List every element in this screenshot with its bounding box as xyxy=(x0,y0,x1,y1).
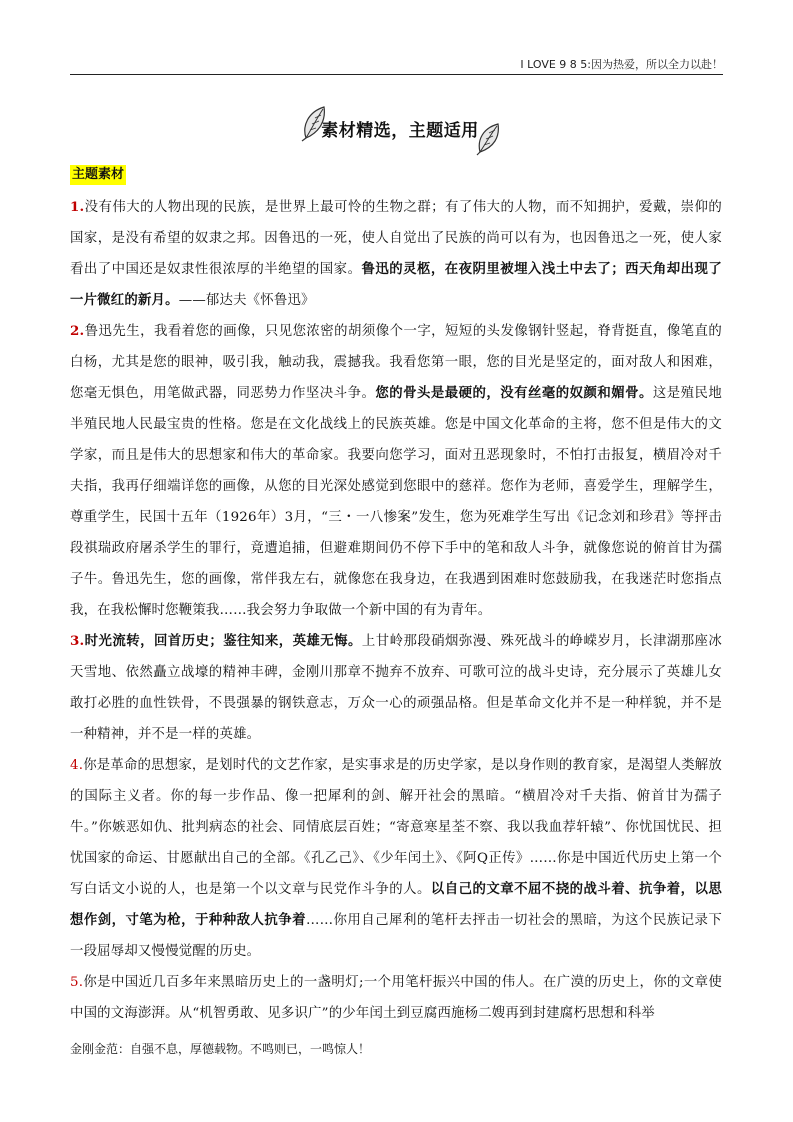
paragraph-number: 5. xyxy=(70,975,84,990)
paragraph-bold-text: 以自己的文章不屈不挠的战斗着、抗争着，以思想作剑，寸笔为枪，于种种敌人抗争着 xyxy=(70,882,722,928)
paragraph-text: 这是殖民地半殖民地人民最宝贵的性格。您是在文化战线上的民族英雄。您是中国文化革命的主将，您不但是伟大的文学家，而且是伟大的思想家和伟大的革命家。我要向您学习，面对丑恶现象时，不怕打击报复，横眉冷对千夫指，我再仔细端详您的画像，从您的目光深处感觉到您眼中的慈祥。您作为老师，喜爱学生，理解学生，尊重学生，民国十五年（1926年）3月，“三・一八惨案”发生，您为死难学生写出《记念刘和珍君》等抨击段祺瑞政府屠杀学生的罪行，竟遭追捕，但避难期间仍不停下手中的笔和敌人斗争，就像您说的俯首甘为孺子牛。鲁迅先生，您的画像，常伴我左右，就像您在我身边，在我遇到困难时您鼓励我，在我迷茫时您指点我，在我松懈时您鞭策我……我会努力争取做一个新中国的有为青年。 xyxy=(70,386,723,618)
paragraph-text: ……你用自己犀利的笔杆去抨击一切社会的黑暗，为这个民族记录下一段屈辱却又慢慢觉醒的历史。 xyxy=(70,913,722,959)
paragraph-text: 鲁迅先生，我看着您的画像，只见您浓密的胡须像个一字，短短的头发像钢针竖起，脊背挺直，像笔直的白杨，尤其是您的眼神，吸引我，触动我，震撼我。我看您第一眼，您的目光是坚定的，面对敌人和困难，您毫无惧色，用笔做武器，同恶势力作坚决斗争。 xyxy=(70,324,722,401)
page-footer: 金刚金范：自强不息，厚德载物。不鸣则已，一鸣惊人！ xyxy=(70,1042,371,1056)
paragraph-5 xyxy=(70,967,722,1029)
paragraph-1 xyxy=(70,192,722,316)
paragraph-number: 2. xyxy=(70,323,85,339)
paragraph-text: ——郁达夫《怀鲁迅》 xyxy=(178,293,315,308)
paragraph-number: 3. xyxy=(70,633,85,649)
paragraph-bold-text: 鲁迅的灵柩，在夜阴里被埋入浅土中去了；西天角却出现了一片微红的新月。 xyxy=(70,262,723,308)
page-header xyxy=(70,54,723,75)
leaf-decoration-right-icon xyxy=(474,120,506,156)
paragraph-2 xyxy=(70,316,722,626)
section-label: 主题素材 xyxy=(70,165,126,185)
paragraph-text: 你是革命的思想家，是划时代的文艺作家，是实事求是的历史学家，是以身作则的教育家，是渴望人类解放的国际主义者。你的每一步作品、像一把犀利的剑、解开社会的黑暗。“横眉冷对千夫指、俯首甘为孺子牛。”你嫉恶如仇、批判病态的社会、同情底层百姓；“寄意寒星荃不察、我以我血荐轩辕”、你忧国忧民、担忧国家的命运、甘愿献出自己的全部。《孔乙己》、《少年闰土》、《阿Q正传》……你是中国近代历史上第一个写白话文小说的人，也是第一个以文章与民党作斗争的人。 xyxy=(70,758,722,897)
header-slogan: I LOVE 9 8 5:因为热爱，所以全力以赴！ xyxy=(520,58,723,71)
paragraph-4 xyxy=(70,750,722,967)
paragraph-text: 没有伟大的人物出现的民族，是世界上最可怜的生物之群；有了伟大的人物，而不知拥护，爱戴，崇仰的国家，是没有希望的奴隶之邦。因鲁迅的一死，使人自觉出了民族的尚可以有为，也因鲁迅之一死，使人家看出了中国还是奴隶性很浓厚的半绝望的国家。 xyxy=(70,200,722,277)
paragraph-text: 上甘岭那段硝烟弥漫、殊死战斗的峥嵘岁月，长津湖那座冰天雪地、依然矗立战壕的精神丰碑，金刚川那章不抛弃不放弃、可歌可泣的战斗史诗，充分展示了英雄儿女敢打必胜的血性铁骨，不畏强暴的钢铁意志，万众一心的顽强品格。但是革命文化并不是一种样貌，并不是一种精神，并不是一样的英雄。 xyxy=(70,634,723,742)
paragraph-number: 1. xyxy=(70,199,85,215)
paragraph-number: 4. xyxy=(70,758,84,773)
title-banner xyxy=(296,98,510,158)
paragraph-bold-text: 您的骨头是最硬的，没有丝毫的奴颜和媚骨。 xyxy=(375,386,653,401)
paragraph-bold-text: 时光流转，回首历史；鉴往知来，英雄无悔。 xyxy=(84,634,362,649)
content-body xyxy=(70,192,722,1029)
page-title: 素材精选，主题适用 xyxy=(321,121,479,141)
paragraph-3 xyxy=(70,626,722,750)
paragraph-text: 你是中国近几百多年来黑暗历史上的一盏明灯;一个用笔杆振兴中国的伟人。在广漠的历史上，你的文章使中国的文海澎湃。从“机智勇敢、见多识广”的少年闰土到豆腐西施杨二嫂再到封建腐朽思想和科举 xyxy=(70,975,722,1021)
